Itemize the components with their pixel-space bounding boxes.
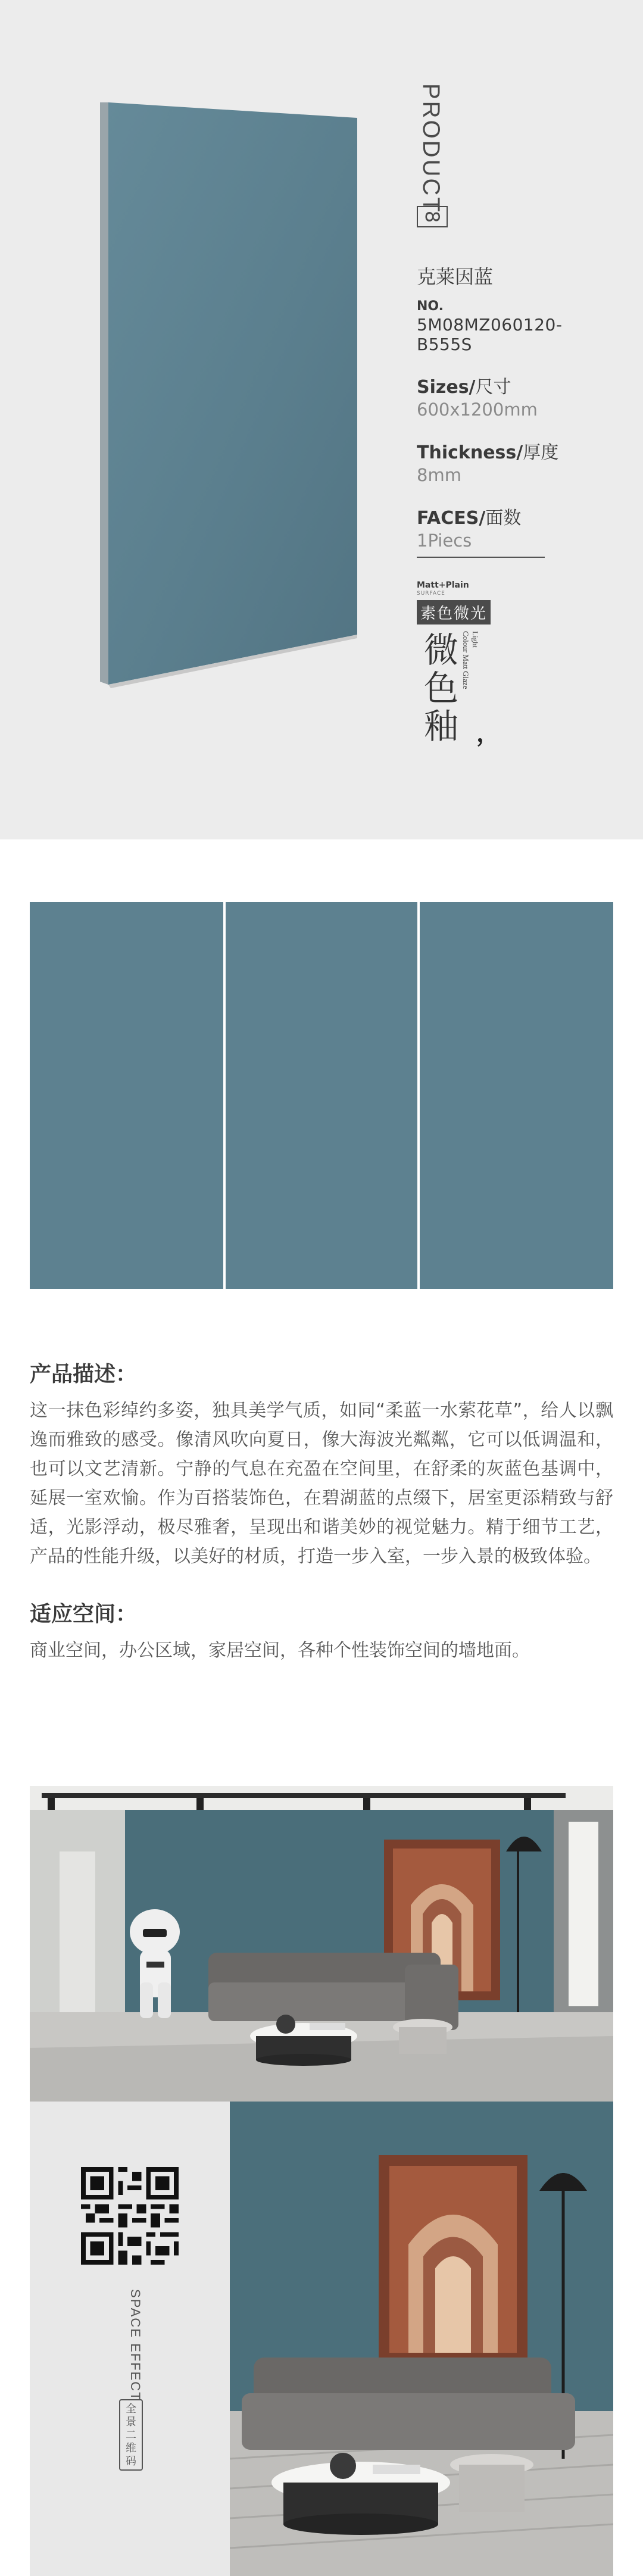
product-no-label: NO. (417, 299, 444, 314)
thickness-label: Thickness/ (417, 442, 523, 463)
spec-list (417, 262, 607, 558)
description-section (30, 1357, 613, 1665)
product-name: 克莱因蓝 (417, 266, 494, 288)
product-heading (417, 83, 452, 238)
qr-code-icon[interactable] (81, 2167, 179, 2265)
product-no-value: 5M08MZ060120-B555S (417, 315, 563, 354)
tile-panel (223, 902, 417, 1289)
spec-faces (417, 503, 607, 558)
living-room-detail-illustration (230, 2102, 613, 2576)
thickness-value: 8mm (417, 465, 461, 485)
spec-thickness (417, 438, 607, 485)
room-photo-wide (30, 1786, 613, 2102)
scan-label-text: 全景二维码 (126, 2403, 136, 2468)
product-label: PRODUCT (418, 83, 444, 214)
spec-sizes (417, 372, 607, 420)
glaze-en-2: Colour Matt Glaze (461, 631, 470, 689)
finish-badge (417, 580, 506, 625)
description-body: 这一抹色彩绰约多姿，独具美学气质，如同“柔蓝一水萦花草”，给人以飘逸而雅致的感受。像清风吹向夏日，像大海波光粼粼，它可以低调温和，也可以文艺清新。宁静的气息在充盈在空间里，在舒柔的灰蓝色基调中，延展一室欢愉。作为百搭装饰色，在碧湖蓝的点缀下，居室更添精致与舒适，光影浮动，极尽雅奢，呈现出和谐美妙的视觉魅力。精于细节工艺，产品的性能升级，以美好的材质，打造一步入室，一步入景的极致体验。 (30, 1400, 613, 1567)
room-photo-detail (230, 2102, 613, 2576)
finish-title: Matt+Plain (417, 580, 469, 590)
faces-label: FACES/ (417, 508, 486, 529)
usage-heading: 适应空间： (30, 1602, 138, 1626)
thickness-label-cn: 厚度 (523, 442, 559, 463)
finish-badge-text: 素色微光 (417, 600, 491, 625)
glaze-english (461, 631, 480, 689)
space-effect-text: SPACE EFFECT (128, 2289, 143, 2402)
faces-label-cn: 面数 (485, 508, 522, 529)
living-room-illustration (30, 1786, 613, 2102)
product-spec-section (0, 0, 643, 839)
glaze-title: 微色釉 (424, 630, 459, 747)
usage-body: 商业空间，办公区域，家居空间，各种个性装饰空间的墙地面。 (30, 1640, 530, 1661)
tile-3d-render (0, 0, 405, 744)
glaze-comma: ， (476, 720, 500, 747)
spec-divider (417, 557, 545, 558)
sizes-label-cn: 尺寸 (475, 377, 511, 398)
sizes-value: 600x1200mm (417, 399, 538, 420)
tile-panel (417, 902, 613, 1289)
scan-label-box (119, 2399, 143, 2471)
product-number: 8 (417, 206, 448, 227)
faces-value: 1Piecs (417, 530, 472, 551)
sizes-label: Sizes/ (417, 377, 476, 398)
tile-panel (30, 902, 223, 1289)
finish-subtitle: SURFACE (417, 591, 445, 597)
tile-panels (30, 902, 613, 1289)
description-heading: 产品描述： (30, 1362, 138, 1387)
glaze-en-1: Light (471, 631, 480, 648)
